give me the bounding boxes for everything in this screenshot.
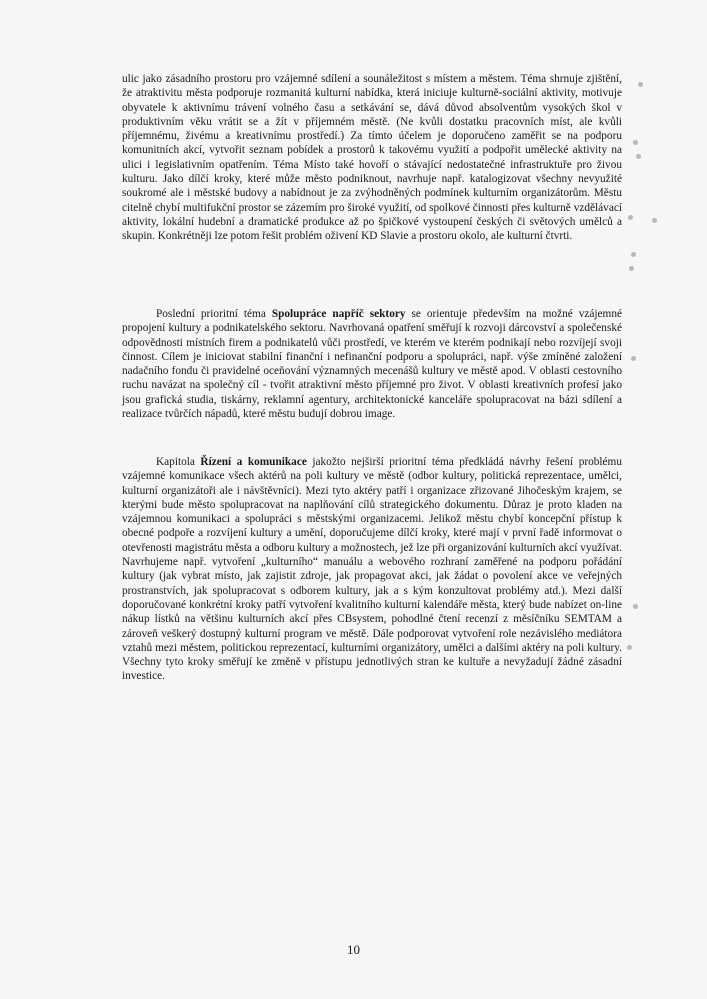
scan-mark <box>638 82 643 87</box>
scan-mark <box>628 215 633 220</box>
scan-mark <box>629 266 634 271</box>
paragraph-misto <box>122 72 622 244</box>
paragraph-spoluprace <box>122 307 622 421</box>
paragraph-text: ulic jako zásadního prostoru pro vzájemné sdílení a sounáležitost s místem a městem. Téma shrnuje zjištění, že atraktivitu města podporuje rozmanitá kulturní nabídka, která iniciuje kulturně-sociální aktivity, motivuje obyvatele k aktivnímu trávení volného času a setkávání se, dává důvod absolventům vysokých škol v produktivním věku vrátit se a žít v příjemném městě. (Ne kvůli dostatku pracovních míst, ale kvůli příjemnému, živému a kreativnímu prostředí.) Za tímto účelem je doporučeno zaměřit se na podporu komunitních akcí, vytvořit seznam pobídek a prostorů k takovému využití a podpořit umělecké aktivity na ulici i legislativním opatřením. Téma Místo také hovoří o stávající nedostatečné infrastruktuře pro živou kulturu. Jako dílčí kroky, které může město podniknout, navrhuje např. katalogizovat všechny nevyužité soukromé ale i městské budovy a nabídnout je za zvýhodněných podmínek kulturním organizátorům. Městu citelně chybí multifukční prostor se zázemím pro široké využití, od spolkové činnosti přes kulturně vzdělávací aktivity, lokální hudební a dramatické produkce až po špičkové vystoupení českých či světových umělců a skupin. Konkrétněji lze potom řešit problém oživení KD Slavie a prostoru okolo, ale kulturní čtvrti. <box>122 73 622 243</box>
paragraph-text: jakožto nejširší prioritní téma předkládá návrhy řešení problému vzájemné komunikace všech aktérů na poli kultury ve městě (odbor kultury, politická reprezentace, umělci, kulturní organizátoři ale i návštěvníci). Mezi tyto aktéry patří i organizace zřizované Jihočeským krajem, se kterými bude město spolupracovat na naplňování cílů strategického dokumentu. Důraz je proto kladen na vzájemnou komunikaci a spolupráci s městskými organizacemi. Jelikož městu chybí koncepční přístup k obecné podpoře a rozvíjení kultury a umění, doporučujeme dílčí kroky, které mají v první řadě informovat o otevřenosti magistrátu města a odboru kultury a možnostech, jež lze při organizování kulturních akcí využívat. Navrhujeme např. vytvoření „kulturního“ manuálu a webového rozhraní zaměřené na podporu pořádání kultury (jak vybrat místo, jak zajistit zdroje, jak propagovat akci, jak žádat o povolení akce ve veřejných prostranstvích, jak spolupracovat s odborem kultury, jak a s kým konzultovat problémy atd.). Mezi další doporučované konkrétní kroky patří vytvoření kvalitního kulturní kalendáře města, který bude nabízet on-line nákup lístků na většinu kulturních akcí přes CBsystem, pohodlné čtení recenzí z měsíčníku SEMTAM a zároveň veškerý dostupný kulturní program ve městě. Dále podporovat vytvoření role nezávislého mediátora vztahů mezi městem, politickou reprezentací, kulturními organizátory, umělci a dalšími aktéry na poli kultury. Všechny tyto kroky směřují ke změně v přístupu jednotlivých stran ke kultuře a nevyžadují žádné zásadní investice. <box>122 456 622 683</box>
paragraph-intro: Kapitola <box>156 456 201 468</box>
paragraph-intro: Poslední prioritní téma <box>156 308 272 320</box>
scan-mark <box>631 252 636 257</box>
page-number: 10 <box>347 942 360 957</box>
scan-mark <box>631 356 636 361</box>
scan-mark <box>636 154 641 159</box>
paragraph-text: se orientuje především na možné vzájemné propojení kultury a podnikatelského sektoru. Navrhovaná opatření směřují k rozvoji dárcovství a společenské odpovědnosti místních firem a podnikatelů vůči prostředí, ve kterém ve kterém podnikají nebo rozvíjejí svoji činnost. Cílem je iniciovat stabilní finanční i nefinanční podporu a spolupráci, např. výše zmíněné založení nadačního fondu či pravidelné oceňování významných mecenášů kultury ve městě apod. V oblasti cestovního ruchu navázat na společný cíl - tvořit atraktivní město příjemné pro život. V oblasti kreativních profesí jako jsou grafická studia, tiskárny, reklamní agentury, architektonické kanceláře spolupracovat na bázi sdílení a realizace tvůrčích nápadů, které městu budují dobrou image. <box>122 308 623 421</box>
topic-heading-spoluprace: Spolupráce napříč sektory <box>271 308 406 320</box>
scan-mark <box>652 218 657 223</box>
scan-mark <box>627 645 632 650</box>
scan-mark <box>633 140 638 145</box>
scan-mark <box>633 604 638 609</box>
topic-heading-rizeni: Řízení a komunikace <box>200 456 307 468</box>
paragraph-rizeni <box>122 455 622 684</box>
